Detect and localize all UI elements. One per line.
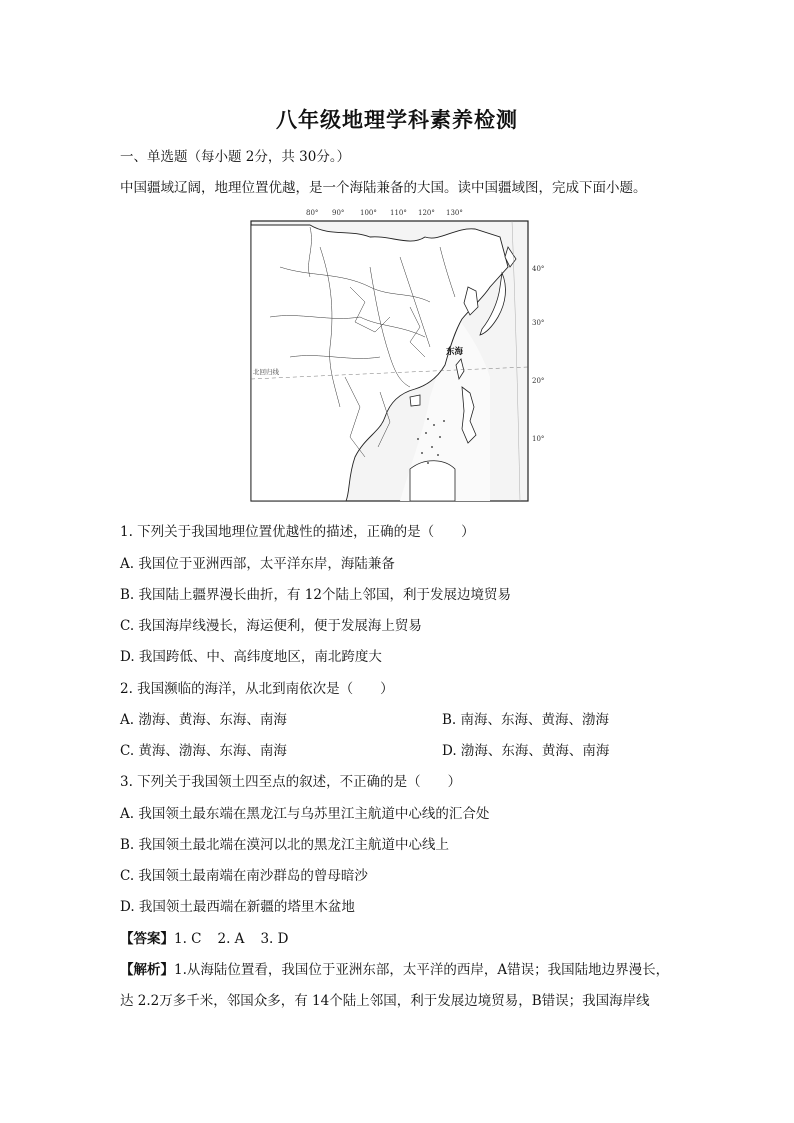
lat-label: 30° [532,319,545,327]
analysis-text: 1.从海陆位置看，我国位于亚洲东部，太平洋的西岸，A错误；我国陆地边界漫长， [174,962,670,978]
question-1-option-d: D. 我国跨低、中、高纬度地区，南北跨度大 [120,649,382,665]
question-intro: 中国疆域辽阔，地理位置优越，是一个海陆兼备的大国。读中国疆域图，完成下面小题。 [120,180,647,196]
lon-label: 90° [332,209,345,217]
china-territory-map [250,207,545,502]
question-1-option-c: C. 我国海岸线漫长，海运便利，便于发展海上贸易 [120,618,422,634]
analysis-line-1 [120,958,669,978]
lat-label: 20° [532,377,545,385]
question-1-stem: 1. 下列关于我国地理位置优越性的描述，正确的是（ ） [120,524,475,540]
analysis-line-2: 达 2.2万多千米，邻国众多，有 14个陆上邻国，利于发展边境贸易，B错误；我国海岸线 [120,993,650,1009]
question-2-option-b: B. 南海、东海、黄海、渤海 [442,712,610,728]
lon-label: 120° [418,209,435,217]
lon-label: 80° [306,209,319,217]
answer-item: 1. C [174,931,202,947]
lon-label: 100° [360,209,377,217]
question-3-option-c: C. 我国领土最南端在南沙群岛的曾母暗沙 [120,868,368,884]
page-title: 八年级地理学科素养检测 [276,107,518,132]
question-2-stem: 2. 我国濒临的海洋，从北到南依次是（ ） [120,681,394,697]
question-2-option-a: A. 渤海、黄海、东海、南海 [120,712,287,728]
lat-label: 40° [532,265,545,273]
east-china-sea-label: 东海 [446,347,464,357]
answer-line [120,927,288,947]
question-3-option-a: A. 我国领土最东端在黑龙江与乌苏里江主航道中心线的汇合处 [120,806,490,822]
tropic-of-cancer-label: 北回归线 [253,368,279,376]
question-2-option-d: D. 渤海、东海、黄海、南海 [442,743,610,759]
lat-label: 10° [532,435,545,443]
answer-item: 3. D [260,931,289,947]
question-2-option-c: C. 黄海、渤海、东海、南海 [120,743,287,759]
question-3-option-d: D. 我国领土最西端在新疆的塔里木盆地 [120,899,355,915]
answer-tag: 【答案】 [120,931,174,947]
lon-label: 110° [390,209,407,217]
answer-item: 2. A [217,931,245,947]
question-3-stem: 3. 下列关于我国领土四至点的叙述，不正确的是（ ） [120,774,462,790]
question-3-option-b: B. 我国领土最北端在漠河以北的黑龙江主航道中心线上 [120,837,450,853]
analysis-tag: 【解析】 [120,962,174,978]
question-1-option-b: B. 我国陆上疆界漫长曲折，有 12个陆上邻国，利于发展边境贸易 [120,587,511,603]
section-heading: 一、单选题（每小题 2分，共 30分。） [120,149,351,165]
question-1-option-a: A. 我国位于亚洲西部，太平洋东岸，海陆兼备 [120,556,395,572]
lon-label: 130° [446,209,463,217]
